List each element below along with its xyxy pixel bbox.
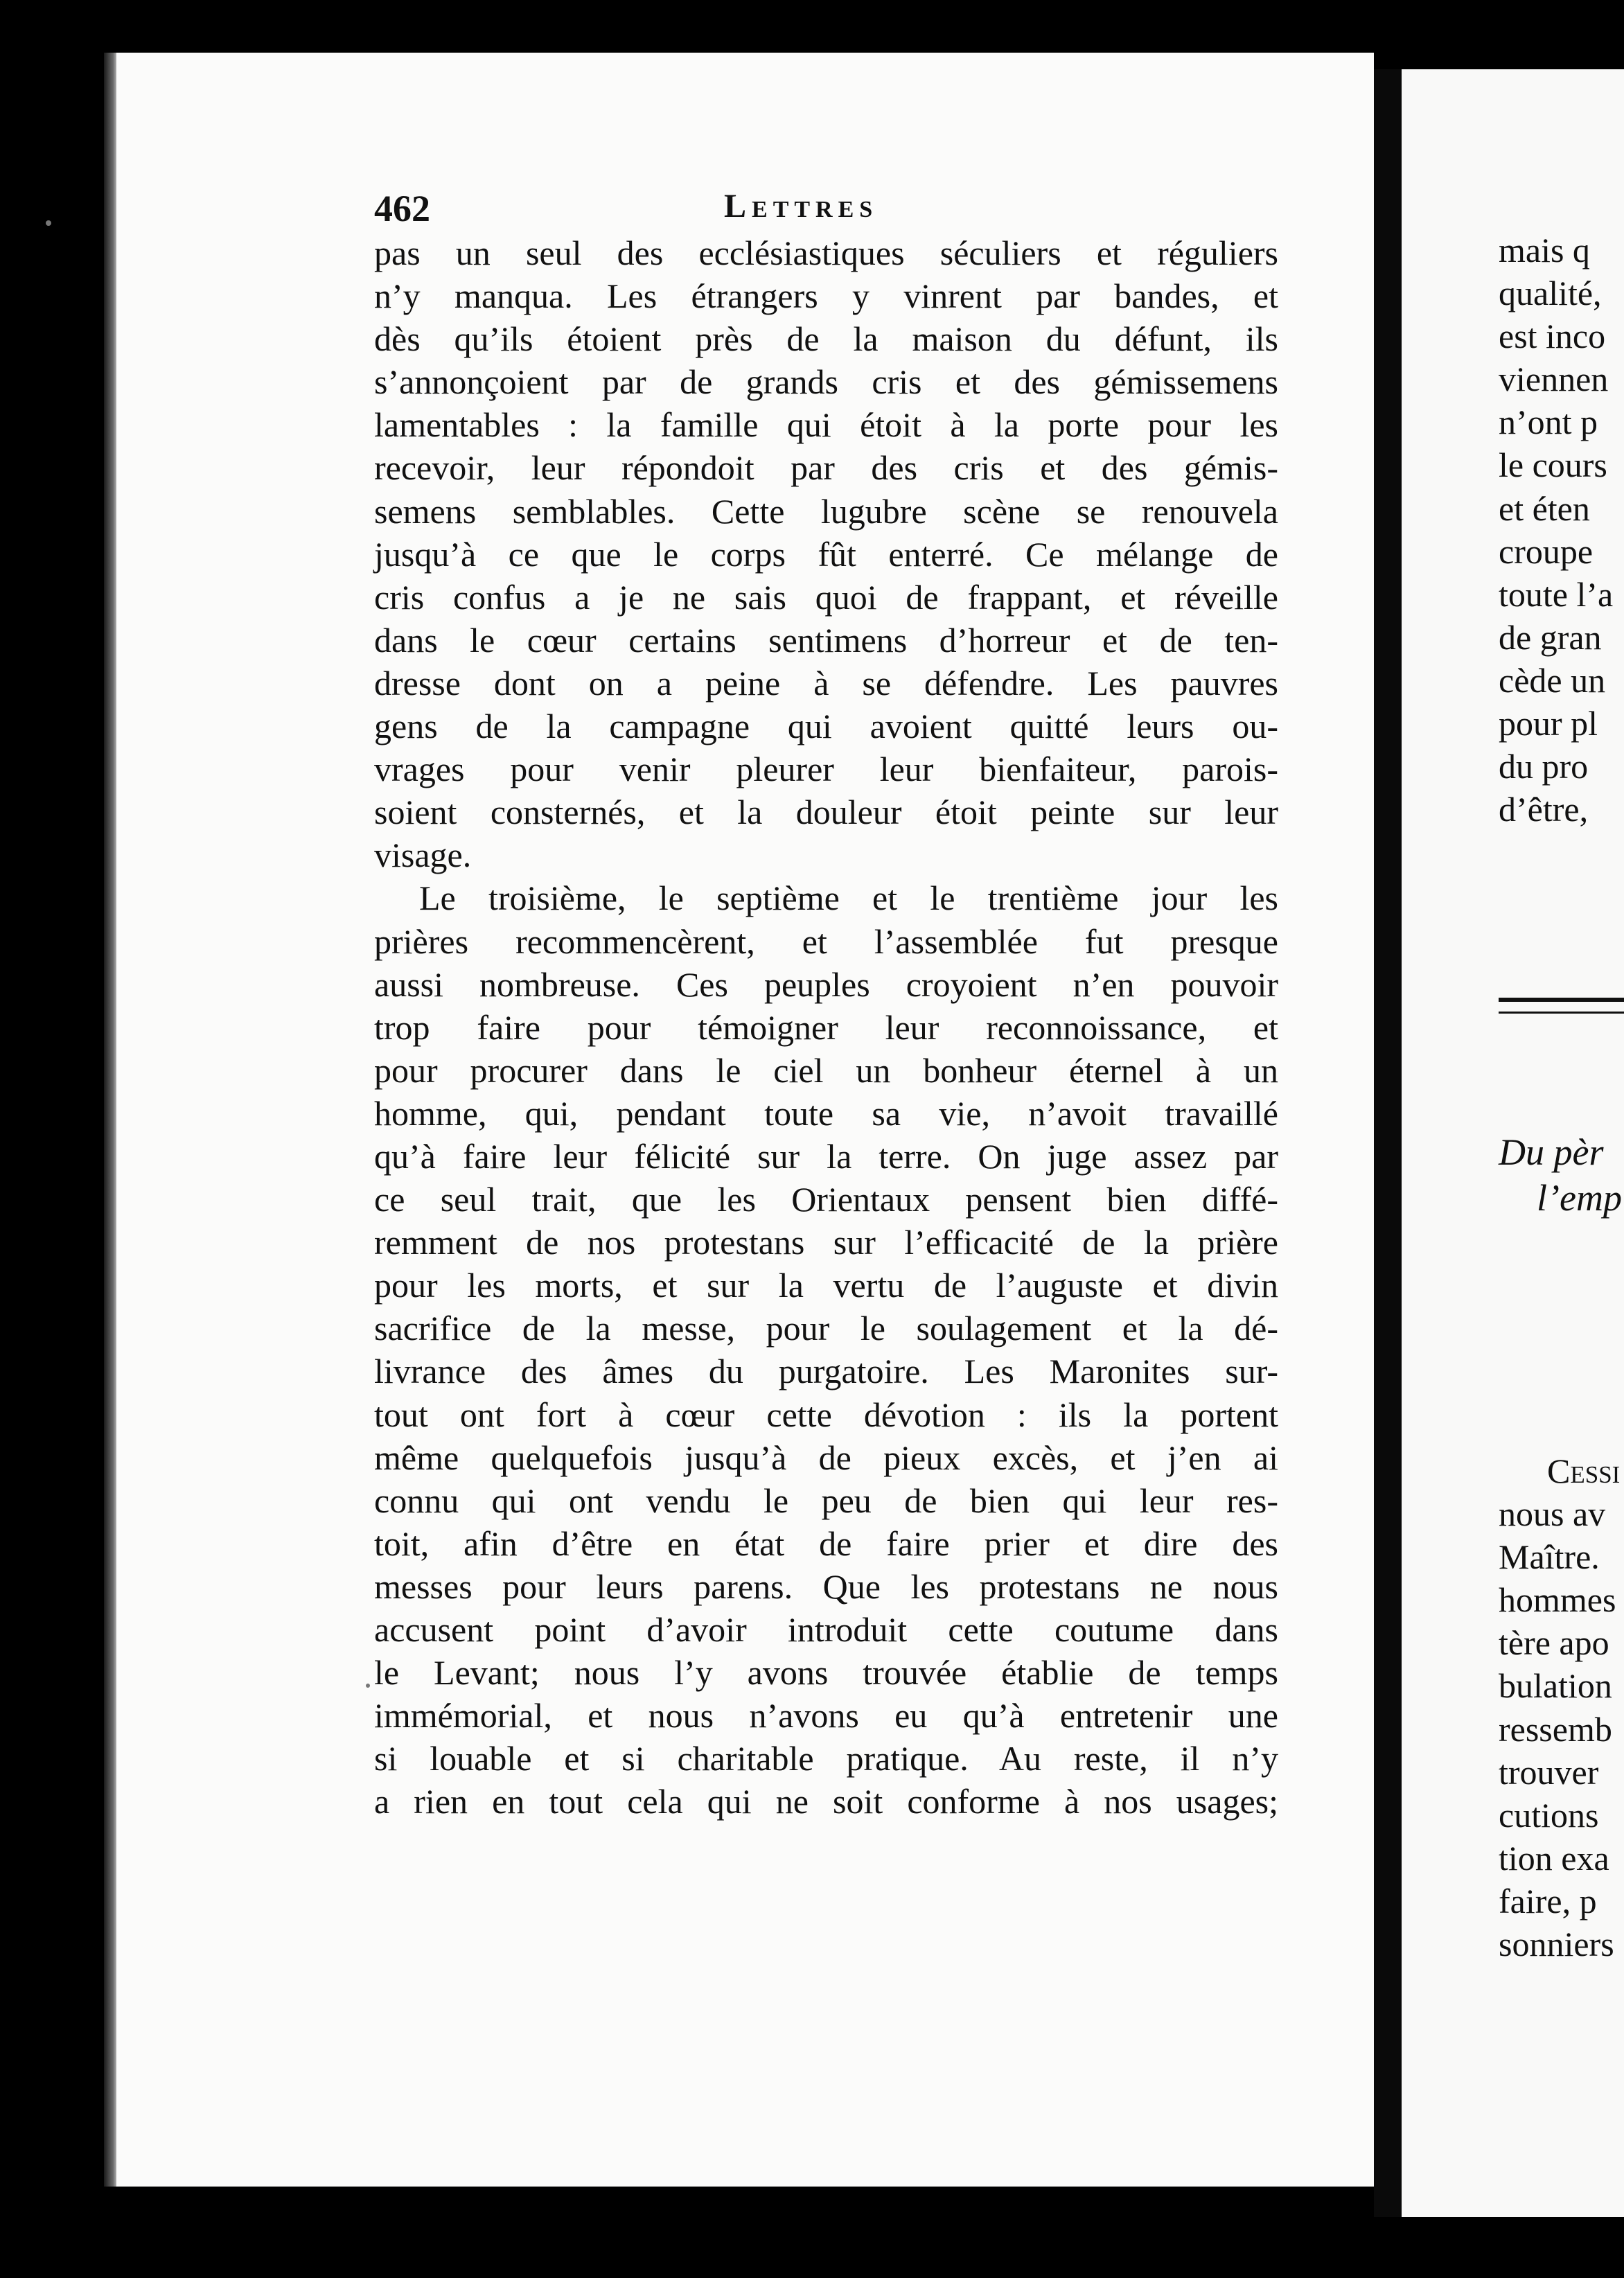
text-line: pour procurer dans le ciel un bonheur éternel à un [374, 1050, 1278, 1090]
text-line: mais q [1499, 231, 1590, 270]
text-line: soient consternés, et la douleur étoit peinte sur leur [374, 793, 1278, 832]
text-line: lamentables : la famille qui étoit à la porte pour les [374, 405, 1278, 445]
text-line: croupe [1499, 531, 1594, 571]
text-line: aussi nombreuse. Ces peuples croyoient n’en pouvoir [374, 964, 1278, 1004]
text-line: trop faire pour témoigner leur reconnoissance, et [374, 1007, 1278, 1047]
page-number: 462 [374, 188, 430, 229]
text-line: trouver [1499, 1752, 1599, 1792]
text-line: immémorial, et nous n’avons eu qu’à entretenir une [374, 1696, 1278, 1736]
text-line: toute l’a [1499, 574, 1614, 614]
text-line: livrance des âmes du purgatoire. Les Maronites sur- [374, 1352, 1278, 1391]
text-line: messes pour leurs parens. Que les protestans ne nous [374, 1566, 1278, 1606]
text-line: qualité, [1499, 274, 1602, 313]
text-line: cutions [1499, 1795, 1599, 1835]
text-line: ressemb [1499, 1709, 1612, 1749]
text-line: faire, p [1499, 1881, 1597, 1921]
text-line: connu qui ont vendu le peu de bien qui leur res- [374, 1481, 1278, 1520]
text-line: accusent point d’avoir introduit cette coutume dans [374, 1610, 1278, 1649]
right-page-top-fragment [1499, 229, 1624, 831]
right-page [1402, 69, 1624, 2217]
text-line-paragraph-end: visage. [374, 836, 472, 875]
text-line: cris confus a je ne sais quoi de frappant, et réveille [374, 577, 1278, 617]
text-line: viennen [1499, 360, 1609, 399]
text-line: bulation [1499, 1666, 1612, 1706]
text-line: dans le cœur certains sentimens d’horreur et de ten- [374, 620, 1278, 660]
text-line: vrages pour venir pleurer leur bienfaiteur, parois- [374, 750, 1278, 789]
text-line: hommes [1499, 1580, 1616, 1620]
text-line-opening: Cessi [1547, 1451, 1621, 1490]
text-line: de gran [1499, 617, 1602, 657]
text-line: sacrifice de la messe, pour le soulagement et la dé- [374, 1309, 1278, 1348]
text-line: si louable et si charitable pratique. Au reste, il n’y [374, 1739, 1278, 1778]
heading-line: l’emp [1537, 1177, 1622, 1219]
text-line: toit, afin d’être en état de faire prier et dire des [374, 1524, 1278, 1563]
text-line: n’y manqua. Les étrangers y vinrent par bandes, et [374, 276, 1278, 316]
text-line: ce seul trait, que les Orientaux pensent bien diffé- [374, 1180, 1278, 1219]
text-line: nous av [1499, 1494, 1606, 1534]
text-line: sonniers [1499, 1925, 1614, 1964]
text-line: tion exa [1499, 1838, 1609, 1878]
heading-line: Du pèr [1499, 1131, 1604, 1173]
scan-speck [366, 1684, 370, 1688]
text-line: tère apo [1499, 1623, 1609, 1663]
text-line: est inco [1499, 317, 1606, 356]
running-head: Lettres [724, 188, 879, 224]
text-line: pas un seul des ecclésiastiques séculiers et réguliers [374, 233, 1278, 272]
text-line: s’annonçoient par de grands cris et des gémissemens [374, 362, 1278, 402]
text-line: semens semblables. Cette lugubre scène se renouvela [374, 491, 1278, 531]
text-line: gens de la campagne qui avoient quitté leurs ou- [374, 707, 1278, 746]
text-line: a rien en tout cela qui ne soit conforme à nos usages; [374, 1782, 1278, 1821]
letter-heading-italic [1499, 1129, 1624, 1221]
text-line: cède un [1499, 660, 1606, 700]
text-line: le Levant; nous l’y avons trouvée établie de temps [374, 1653, 1278, 1693]
text-line: qu’à faire leur félicité sur la terre. On juge assez par [374, 1136, 1278, 1176]
text-line: du pro [1499, 747, 1589, 786]
text-line: n’ont p [1499, 403, 1598, 442]
text-line: recevoir, leur répondoit par des cris et des gémis- [374, 448, 1278, 488]
section-divider-rule [1499, 998, 1624, 1014]
book-gutter [1374, 69, 1402, 2217]
text-line: pour pl [1499, 704, 1598, 743]
text-line: Maître. [1499, 1537, 1600, 1577]
text-line: remment de nos protestans sur l’efficacité de la prière [374, 1223, 1278, 1262]
text-line: prières recommencèrent, et l’assemblée fut presque [374, 921, 1278, 961]
text-line: et éten [1499, 488, 1590, 528]
text-line: dès qu’ils étoient près de la maison du défunt, ils [374, 319, 1278, 359]
right-page-bottom-fragment [1499, 1449, 1624, 1966]
left-page-body [374, 231, 1278, 1823]
text-line: le cours [1499, 445, 1607, 485]
scan-speck [46, 220, 51, 226]
text-line: d’être, [1499, 790, 1589, 829]
text-line: homme, qui, pendant toute sa vie, n’avoit travaillé [374, 1093, 1278, 1133]
text-line: jusqu’à ce que le corps fût enterré. Ce mélange de [374, 534, 1278, 574]
text-line: pour les morts, et sur la vertu de l’auguste et divin [374, 1266, 1278, 1305]
text-line: dresse dont on a peine à se défendre. Les pauvres [374, 663, 1278, 703]
text-line-paragraph-start: Le troisième, le septième et le trentième jour les [419, 878, 1278, 918]
text-line: tout ont fort à cœur cette dévotion : ils la portent [374, 1395, 1278, 1434]
text-line: même quelquefois jusqu’à de pieux excès, et j’en ai [374, 1438, 1278, 1477]
